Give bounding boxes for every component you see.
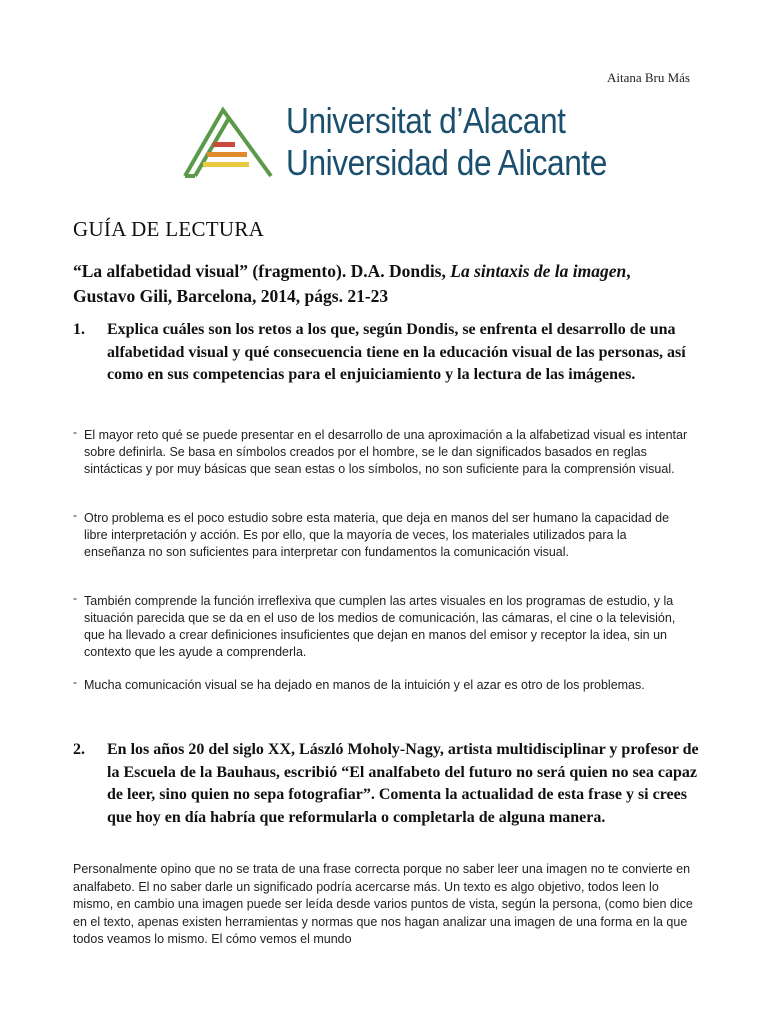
bullet-text: También comprende la función irreflexiva que cumplen las artes visuales en los programas de estudio, y la situación parecida que se da en el uso de los medios de comunicación, las cámaras, el cine o la televisión, que ha llevado a crear definiciones insuficientes que dejan en manos del emisor y receptor la idea, sin un contexto que les ayude a comprenderla. <box>84 594 676 659</box>
answer-bullet <box>73 593 688 661</box>
question-text: En los años 20 del siglo XX, László Moholy-Nagy, artista multidisciplinar y profesor de la Escuela de la Bauhaus, escribió “El analfabeto del futuro no será quien no sea capaz de leer, sino quien no sepa fotografiar”. Comenta la actualidad de esta frase y si crees que hoy en día habría que reformularla o completarla de alguna manera. <box>107 741 699 826</box>
bullet-text: Otro problema es el poco estudio sobre esta materia, que deja en manos del ser humano la capacidad de libre interpretación y acción. Es por ello, que la mayoría de veces, los materiales utilizados para la enseñanza no son suficientes para interpretar con fundamentos la comunicación visual. <box>84 511 670 559</box>
reference-text-1: “La alfabetidad visual” (fragmento). D.A. Dondis, <box>73 261 451 281</box>
question-text: Explica cuáles son los retos a los que, según Dondis, se enfrenta el desarrollo de una alfabetidad visual y qué consecuencia tiene en la educación visual de las personas, así como en sus competencias para el enjuiciamiento y la lectura de las imágenes. <box>107 321 686 383</box>
university-name <box>286 100 607 184</box>
answer-bullet <box>73 677 688 694</box>
author-name: Aitana Bru Más <box>606 70 690 85</box>
bullet-text: Mucha comunicación visual se ha dejado en manos de la intuición y el azar es otro de los problemas. <box>84 678 645 692</box>
university-name-line2: Universidad de Alicante <box>286 142 607 183</box>
question-number: 2. <box>73 741 85 758</box>
page-title: GUÍA DE LECTURA <box>73 217 265 241</box>
bullet-dash: - <box>73 508 77 522</box>
reference-text-2: , Gustavo Gili, Barcelona, 2014, págs. 21-23 <box>73 261 631 306</box>
bullet-dash: - <box>73 675 77 689</box>
bullet-text: El mayor reto qué se puede presentar en el desarrollo de una aproximación a la alfabetizad visual es intentar sobre definirla. Se basa en símbolos creados por el hombre, se le dan significados basados en reglas sintácticas y por muy básicas que sean estas o los símbolos, no son suficiente para la comprensión visual. <box>84 428 688 476</box>
reference-book-title: La sintaxis de la imagen <box>450 261 627 281</box>
university-name-line1: Universitat d’Alacant <box>286 100 566 141</box>
question-1 <box>73 319 703 387</box>
question-number: 1. <box>73 321 85 338</box>
answer-bullet <box>73 510 688 561</box>
question-2 <box>73 739 703 829</box>
answer-bullet <box>73 427 688 478</box>
reading-reference <box>73 259 673 309</box>
answer-paragraph: Personalmente opino que no se trata de una frase correcta porque no saber leer una imagen no te convierte en analfabeto. El no saber darle un significado podría acercarse más. Un texto es algo objetivo, todos leen lo mismo, en cambio una imagen puede ser leída desde varios puntos de vista, según la persona, (como bien dice en el texto, apenas existen herramientas y normas que nos hagan analizar una imagen de una forma en la que todos veamos lo mismo. El cómo vemos el mundo <box>73 862 693 946</box>
university-logo-icon <box>183 102 273 180</box>
bullet-dash: - <box>73 425 77 439</box>
bullet-dash: - <box>73 591 77 605</box>
